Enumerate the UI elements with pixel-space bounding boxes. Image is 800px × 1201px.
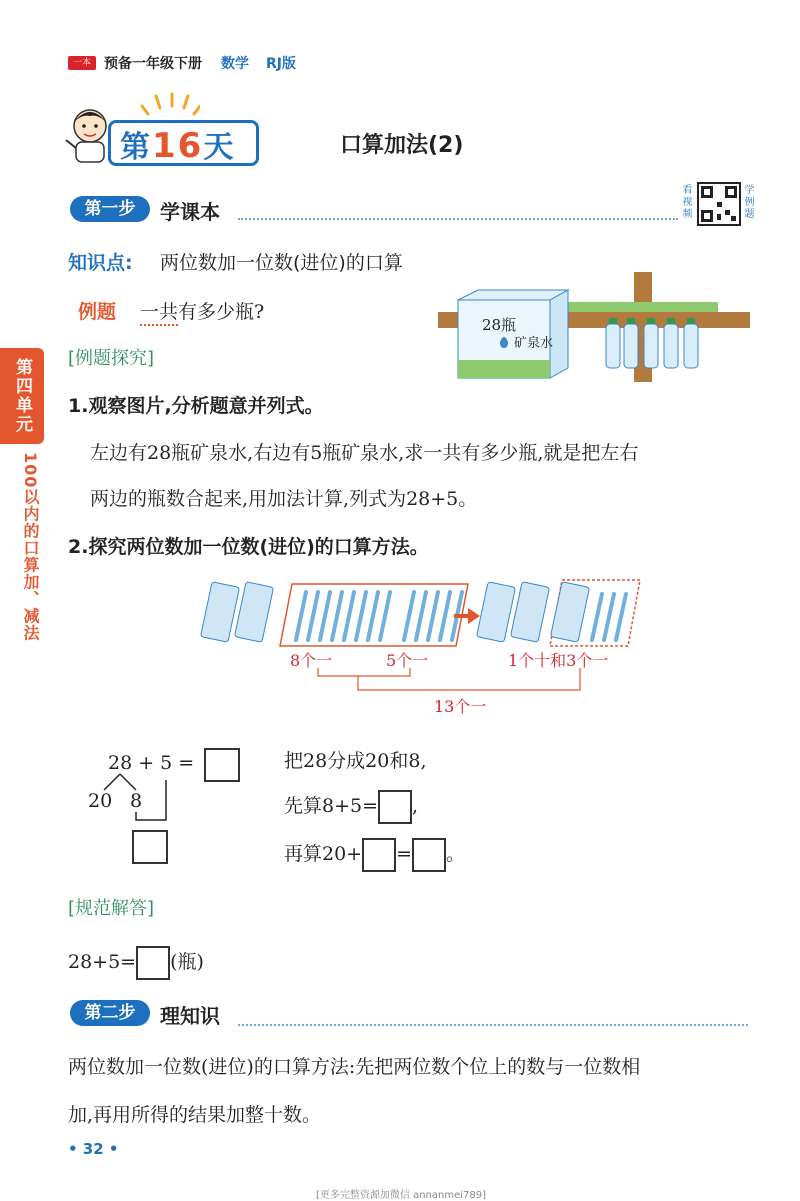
box-label: 28瓶 xyxy=(482,316,517,334)
explore-header: [例题探究] xyxy=(68,348,155,369)
split-expression: 28 + 5 = xyxy=(108,752,195,774)
split-right: 8 xyxy=(130,790,143,812)
example-label: 例题 xyxy=(78,301,117,323)
publisher-logo: 一本 xyxy=(68,56,96,70)
item-one-title: 1.观察图片,分析题意并列式。 xyxy=(68,395,324,417)
question-underline xyxy=(140,320,178,326)
item-two-title: 2.探究两位数加一位数(进位)的口算方法。 xyxy=(68,536,429,558)
step-two-title: 理知识 xyxy=(160,1004,220,1028)
water-label: 矿泉水 xyxy=(514,336,554,351)
label-5-ones: 5个一 xyxy=(386,651,429,670)
answer-box-main[interactable] xyxy=(204,748,240,782)
answer-box-final[interactable] xyxy=(136,946,170,980)
label-13-ones: 13个一 xyxy=(434,697,487,716)
answer-box-addend[interactable] xyxy=(362,838,396,872)
label-8-ones: 8个一 xyxy=(290,651,333,670)
unit-tab: 第四单元 xyxy=(0,348,44,444)
divider xyxy=(238,1024,748,1026)
knowledge-label: 知识点: xyxy=(68,252,133,274)
subject-label: 数学 xyxy=(221,56,249,72)
example-question: 一共有多少瓶? xyxy=(140,301,265,323)
page-number: • 32 • xyxy=(68,1140,119,1158)
answer-box-total[interactable] xyxy=(412,838,446,872)
version-label: RJ版 xyxy=(266,56,296,72)
step-second: 再算20+ = 。 xyxy=(284,838,465,872)
summary-line2: 加,再用所得的结果加整十数。 xyxy=(68,1104,322,1126)
qr-right-label: 学例题 xyxy=(742,184,753,220)
footer-note: [更多完整资源加微信 annanmei789] xyxy=(316,1190,487,1201)
answer-line: 28+5= (瓶) xyxy=(68,946,204,980)
step-split: 把28分成20和8, xyxy=(284,750,427,772)
chapter-title: 100以内的口算加、减法 xyxy=(21,452,40,642)
item-one-line1: 左边有28瓶矿泉水,右边有5瓶矿泉水,求一共有多少瓶,就是把左右 xyxy=(90,442,639,464)
answer-header: [规范解答] xyxy=(68,898,155,919)
example-illustration xyxy=(438,272,750,382)
lesson-title: 口算加法(2) xyxy=(340,133,464,158)
sun-rays-icon xyxy=(140,92,200,118)
step-two-pill: 第二步 xyxy=(70,1000,150,1026)
step-first: 先算8+5= , xyxy=(284,790,418,824)
knowledge-text: 两位数加一位数(进位)的口算 xyxy=(160,252,403,274)
qr-code[interactable] xyxy=(697,182,741,226)
item-one-line2: 两边的瓶数合起来,用加法计算,列式为28+5。 xyxy=(90,488,478,510)
summary-line1: 两位数加一位数(进位)的口算方法:先把两位数个位上的数与一位数相 xyxy=(68,1056,641,1078)
day-title: 第16天 xyxy=(120,126,236,166)
grade-label: 预备一年级下册 xyxy=(104,56,202,72)
qr-left-label: 看视频 xyxy=(680,184,691,220)
answer-box-sum-ones[interactable] xyxy=(378,790,412,824)
label-ten-and-ones: 1个十和3个一 xyxy=(508,651,609,670)
step-one-pill: 第一步 xyxy=(70,196,150,222)
answer-box-ones[interactable] xyxy=(132,830,168,864)
split-left: 20 xyxy=(88,790,113,812)
divider xyxy=(238,218,678,220)
stick-bundles-left xyxy=(200,582,273,643)
step-one-title: 学课本 xyxy=(160,200,220,224)
